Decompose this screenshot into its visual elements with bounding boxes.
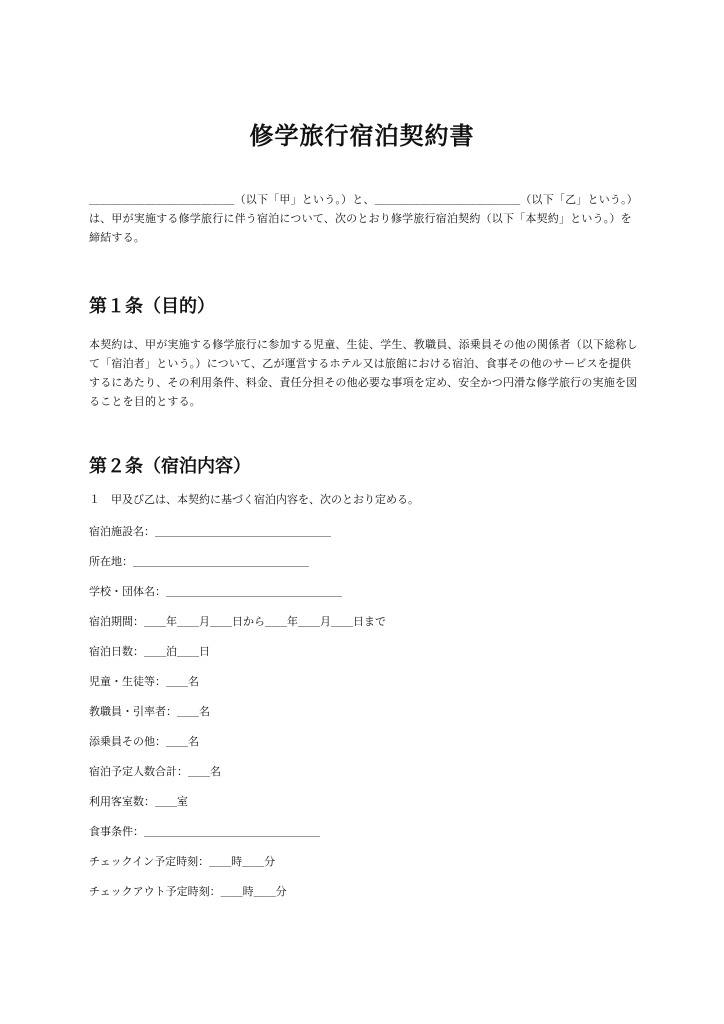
document-title: 修学旅行宿泊契約書 bbox=[249, 122, 475, 150]
item-address: 所在地：＿＿＿＿＿＿＿＿＿＿＿＿＿＿＿＿ bbox=[89, 555, 309, 568]
article-2-lead: １ 甲及び乙は、本契約に基づく宿泊内容を、次のとおり定める。 bbox=[89, 493, 419, 506]
item-checkout-time: チェックアウト予定時刻：＿＿時＿＿分 bbox=[89, 885, 287, 898]
article-1-heading: 第１条（目的） bbox=[89, 296, 215, 317]
item-conductors: 添乗員その他：＿＿名 bbox=[89, 735, 199, 748]
item-total-guests: 宿泊予定人数合計：＿＿名 bbox=[89, 765, 221, 778]
item-rooms: 利用客室数：＿＿室 bbox=[89, 795, 188, 808]
item-teachers: 教職員・引率者：＿＿名 bbox=[89, 705, 210, 718]
article-2-heading: 第２条（宿泊内容） bbox=[89, 456, 251, 477]
item-school-name: 学校・団体名：＿＿＿＿＿＿＿＿＿＿＿＿＿＿＿＿ bbox=[89, 585, 342, 598]
article-2-items bbox=[89, 522, 386, 912]
item-meals: 食事条件：＿＿＿＿＿＿＿＿＿＿＿＿＿＿＿＿ bbox=[89, 825, 320, 838]
item-facility-name: 宿泊施設名：＿＿＿＿＿＿＿＿＿＿＿＿＿＿＿＿ bbox=[89, 525, 331, 538]
item-stay-period: 宿泊期間：＿＿年＿＿月＿＿日から＿＿年＿＿月＿＿日まで bbox=[89, 615, 386, 628]
article-1-body: 本契約は、甲が実施する修学旅行に参加する児童、生徒、学生、教職員、添乗員その他の関係者（以下総称して「宿泊者」という。）について、乙が運営するホテル又は旅館における宿泊、食事その他のサービスを提供するにあたり、その利用条件、料金、責任分担その他必要な事項を定め、安全かつ円滑な修学旅行の実施を図ることを目的とする。 bbox=[89, 338, 638, 408]
item-students: 児童・生徒等：＿＿名 bbox=[89, 675, 199, 688]
item-stay-days: 宿泊日数：＿＿泊＿＿日 bbox=[89, 645, 210, 658]
intro-paragraph: ＿＿＿＿＿＿＿＿＿＿＿＿＿（以下「甲」という。）と、＿＿＿＿＿＿＿＿＿＿＿＿＿（以下「乙」という。）は、甲が実施する修学旅行に伴う宿泊について、次のとおり修学旅行宿泊契約（以下「本契約」という。）を締結する。 bbox=[89, 193, 638, 244]
item-checkin-time: チェックイン予定時刻：＿＿時＿＿分 bbox=[89, 855, 276, 868]
